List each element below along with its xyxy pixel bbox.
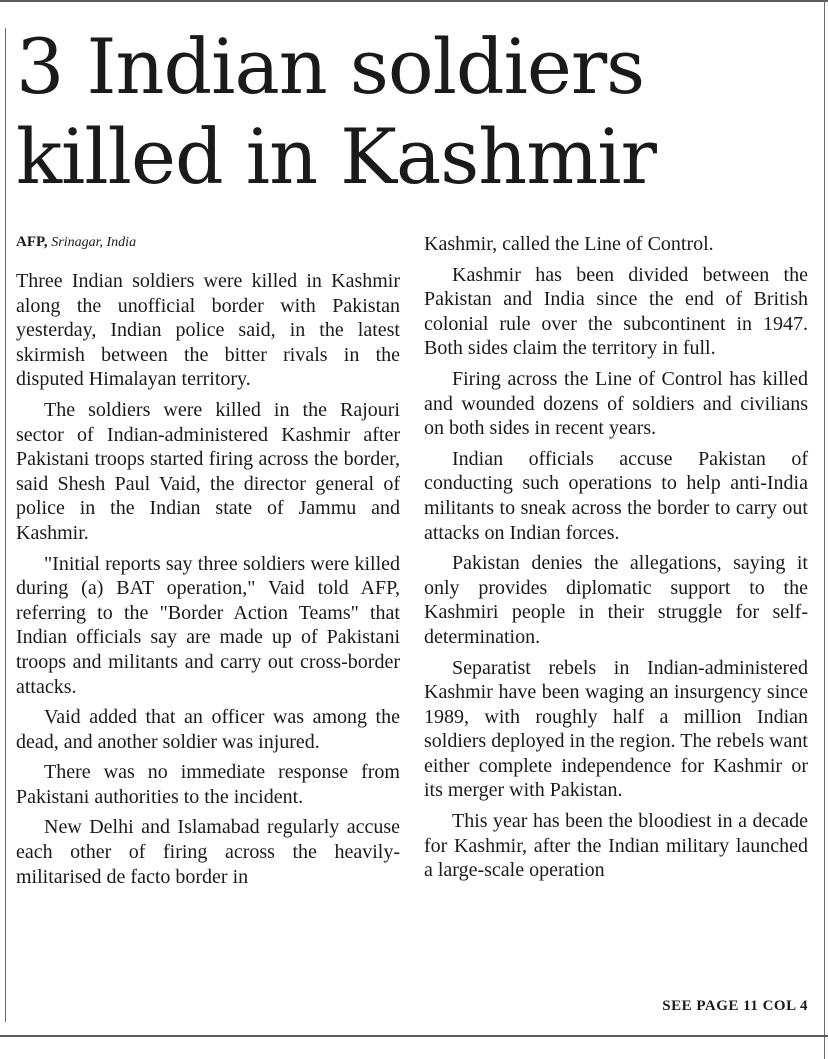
paragraph: The soldiers were killed in the Rajouri sector of Indian-administered Kashmir after Pakistani troops started firing across the border, said Shesh Paul Vaid, the director general of police in the Indian state of Jammu and Kashmir.	[16, 398, 400, 544]
article-column-right	[424, 232, 808, 889]
paragraph: Firing across the Line of Control has killed and wounded dozens of soldiers and civilians on both sides in recent years.	[424, 367, 808, 440]
right-edge-rule	[824, 0, 825, 1059]
paragraph: Three Indian soldiers were killed in Kashmir along the unofficial border with Pakistan yesterday, Indian police said, in the latest skirmish between the bitter rivals in the disputed Himalayan territory.	[16, 270, 400, 391]
paragraph: "Initial reports say three soldiers were killed during (a) BAT operation," Vaid told AFP, referring to the "Border Action Teams" that Indian officials say are made up of Pakistani troops and militants and carry out cross-border attacks.	[16, 552, 400, 698]
top-rule	[0, 0, 828, 2]
headline	[16, 22, 816, 202]
paragraph: Separatist rebels in Indian-administered Kashmir have been waging an insurgency since 1989, with roughly half a million Indian soldiers deployed in the region. The rebels want either complete independence for Kashmir or its merger with Pakistan.	[424, 656, 808, 802]
bottom-rule	[0, 1035, 828, 1037]
paragraph: New Delhi and Islamabad regularly accuse each other of firing across the heavily-militarised de facto border in	[16, 816, 400, 888]
paragraph: Indian officials accuse Pakistan of conducting such operations to help anti-India militants to sneak across the border to carry out attacks on Indian forces.	[424, 447, 808, 544]
paragraph: Kashmir has been divided between the Pakistan and India since the end of British colonial rule over the subcontinent in 1947. Both sides claim the territory in full.	[424, 263, 808, 360]
byline-place: Srinagar, India	[51, 235, 137, 250]
left-column-rule	[5, 28, 6, 1022]
paragraph: Pakistan denies the allegations, saying it only provides diplomatic support to the Kashmiri people in their struggle for self-determination.	[424, 552, 808, 648]
paragraph: Kashmir, called the Line of Control.	[424, 233, 714, 255]
continuation-jump-line: SEE PAGE 11 COL 4	[662, 998, 808, 1014]
paragraph: There was no immediate response from Pakistani authorities to the incident.	[16, 761, 400, 808]
paragraph: Vaid added that an officer was among the dead, and another soldier was injured.	[16, 706, 400, 753]
paragraph: This year has been the bloodiest in a decade for Kashmir, after the Indian military launched a large-scale operation	[424, 810, 808, 882]
article-column-left	[16, 232, 400, 895]
headline-line-1: 3 Indian soldiers	[16, 22, 645, 111]
byline	[16, 232, 400, 253]
headline-line-2: killed in Kashmir	[16, 112, 656, 201]
byline-agency: AFP,	[16, 234, 48, 250]
